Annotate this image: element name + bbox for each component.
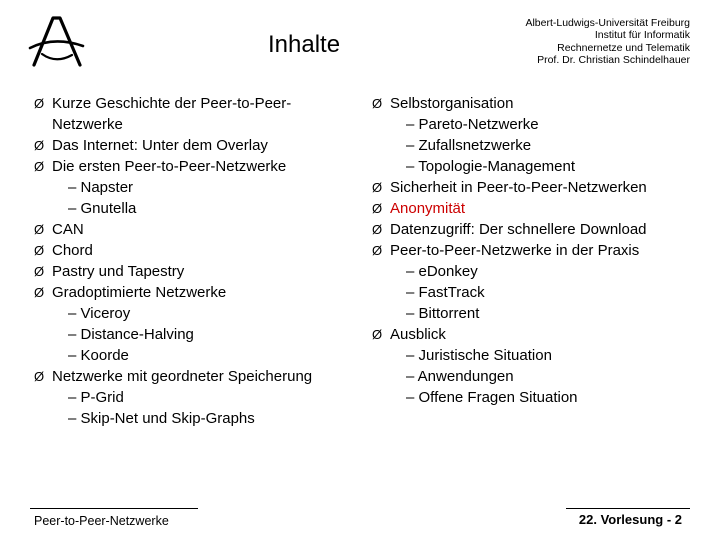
arrow-bullet-icon: Ø — [372, 327, 383, 342]
outline-subitem: – Koorde — [68, 347, 129, 364]
outline-subitem: – Topologie-Management — [406, 158, 576, 175]
outline-item — [372, 240, 712, 261]
outline-item-label: Peer-to-Peer-Netzwerke in der Praxis — [390, 242, 640, 259]
outline-item-label: Datenzugriff: Der schnellere Download — [390, 221, 647, 238]
outline-subitem: – Napster — [68, 179, 134, 196]
outline-item — [34, 282, 344, 303]
outline-item — [372, 93, 712, 114]
footer-page-number: 22. Vorlesung - 2 — [578, 512, 682, 527]
footer-divider-left — [30, 508, 198, 509]
outline-item-label: Das Internet: Unter dem Overlay — [52, 137, 268, 154]
outline-item-label: Sicherheit in Peer-to-Peer-Netzwerken — [390, 179, 647, 196]
outline-item — [34, 156, 344, 177]
outline-subitem: – Juristische Situation — [406, 347, 552, 364]
arrow-bullet-icon: Ø — [34, 243, 45, 258]
arrow-bullet-icon: Ø — [34, 138, 45, 153]
outline-subitem: – Viceroy — [68, 305, 131, 322]
arrow-bullet-icon: Ø — [34, 222, 45, 237]
outline-subitem: – FastTrack — [406, 284, 485, 301]
outline-item-label: Netzwerke mit geordneter Speicherung — [52, 368, 313, 385]
outline-subitem: – Pareto-Netzwerke — [406, 116, 539, 133]
outline-subitem: – Anwendungen — [406, 368, 514, 385]
outline-item-label: Kurze Geschichte der Peer-to-Peer-Netzwerke — [52, 95, 292, 133]
left-column-outline — [34, 93, 344, 429]
outline-subitem: – Zufallsnetzwerke — [406, 137, 532, 154]
footer-course-title: Peer-to-Peer-Netzwerke — [34, 514, 169, 528]
page-title: Inhalte — [268, 31, 341, 58]
outline-subitem: – eDonkey — [406, 263, 478, 280]
outline-subitem: – Bittorrent — [406, 305, 480, 322]
arrow-bullet-icon: Ø — [372, 180, 383, 195]
professor-name: Prof. Dr. Christian Schindelhauer — [537, 54, 690, 67]
outline-item-label: Chord — [52, 242, 93, 259]
arrow-bullet-icon: Ø — [372, 222, 383, 237]
outline-subitem: – Gnutella — [68, 200, 137, 217]
arrow-bullet-icon: Ø — [34, 285, 45, 300]
outline-item — [34, 366, 344, 387]
outline-item-label: Pastry und Tapestry — [52, 263, 185, 280]
university-logo-icon — [26, 10, 88, 70]
institute-name: Institut für Informatik — [594, 29, 690, 42]
arrow-bullet-icon: Ø — [34, 159, 45, 174]
outline-subitem: – Offene Fragen Situation — [406, 389, 578, 406]
arrow-bullet-icon: Ø — [34, 96, 45, 111]
arrow-bullet-icon: Ø — [372, 96, 383, 111]
department-name: Rechnernetze und Telematik — [557, 41, 690, 54]
outline-subitem: – Distance-Halving — [68, 326, 194, 343]
university-name: Albert-Ludwigs-Universität Freiburg — [525, 17, 690, 29]
arrow-bullet-icon: Ø — [34, 264, 45, 279]
outline-subitem: – P-Grid — [68, 389, 124, 406]
outline-item — [34, 93, 344, 135]
institution-block — [430, 17, 690, 67]
outline-item — [34, 261, 344, 282]
right-column-outline — [372, 93, 712, 408]
outline-item-label: Anonymität — [390, 200, 466, 217]
outline-subitem: – Skip-Net und Skip-Graphs — [68, 410, 255, 427]
outline-item-label: Gradoptimierte Netzwerke — [52, 284, 227, 301]
footer-divider-right — [566, 508, 690, 509]
outline-item — [34, 135, 344, 156]
outline-item-label: CAN — [52, 221, 84, 238]
outline-item — [372, 219, 712, 240]
arrow-bullet-icon: Ø — [372, 243, 383, 258]
arrow-bullet-icon: Ø — [372, 201, 383, 216]
outline-item — [34, 240, 344, 261]
outline-item — [372, 198, 712, 219]
outline-item — [372, 177, 712, 198]
outline-item-label: Die ersten Peer-to-Peer-Netzwerke — [52, 158, 287, 175]
outline-item — [372, 324, 712, 345]
outline-item-label: Selbstorganisation — [390, 95, 514, 112]
outline-item-label: Ausblick — [390, 326, 446, 343]
outline-item — [34, 219, 344, 240]
arrow-bullet-icon: Ø — [34, 369, 45, 384]
